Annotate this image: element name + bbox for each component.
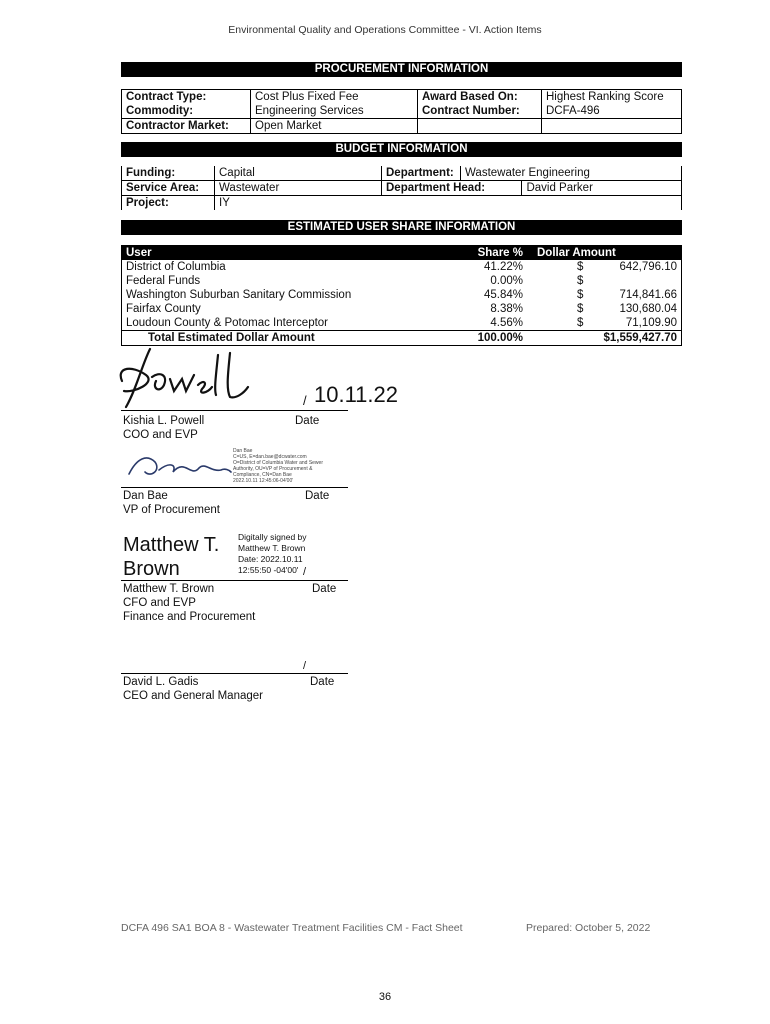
brown-sign-line bbox=[121, 580, 348, 581]
row-share: 45.84% bbox=[483, 289, 523, 301]
col-user: User bbox=[122, 246, 459, 261]
bae-title: VP of Procurement bbox=[123, 504, 220, 516]
powell-date-label: Date bbox=[295, 415, 320, 427]
gadis-slash: / bbox=[303, 660, 307, 672]
table-row bbox=[122, 260, 682, 274]
powell-sign-line bbox=[121, 410, 348, 411]
brown-signature-line-1: Matthew T. bbox=[123, 534, 220, 556]
funding-value: Capital bbox=[215, 166, 382, 181]
bae-stamp-line: Authority, OU=VP of Procurement & bbox=[233, 466, 313, 472]
user-share-table bbox=[121, 245, 682, 346]
share-header-row bbox=[122, 246, 682, 261]
row-dollar: $ bbox=[577, 317, 584, 329]
bae-stamp-line: Compliance, CN=Dan Bae bbox=[233, 472, 292, 478]
brown-date-label: Date bbox=[312, 583, 337, 595]
service-area-label: Service Area: bbox=[122, 181, 215, 196]
contract-number-label: Contract Number: bbox=[418, 104, 542, 119]
commodity-label: Commodity: bbox=[122, 104, 251, 119]
project-label: Project: bbox=[122, 196, 215, 211]
powell-name: Kishia L. Powell bbox=[123, 415, 205, 427]
row-dollar: $ bbox=[577, 303, 584, 315]
table-row bbox=[122, 316, 682, 331]
row-dollar: $ bbox=[577, 289, 584, 301]
row-amount: 642,796.10 bbox=[619, 261, 677, 273]
brown-name: Matthew T. Brown bbox=[123, 583, 215, 595]
row-dollar: $ bbox=[577, 261, 584, 273]
department-head-value: David Parker bbox=[522, 181, 682, 196]
powell-title: COO and EVP bbox=[123, 429, 198, 441]
brown-slash: / bbox=[303, 566, 307, 578]
row-dollar: $ bbox=[577, 275, 584, 287]
col-share: Share % bbox=[459, 246, 531, 261]
contractor-market-value: Open Market bbox=[251, 119, 418, 134]
row-user: Fairfax County bbox=[126, 303, 201, 315]
table-row bbox=[122, 288, 682, 302]
budget-table bbox=[121, 166, 682, 210]
gadis-sign-line bbox=[121, 673, 348, 674]
row-user: Washington Suburban Sanitary Commission bbox=[126, 289, 352, 301]
brown-digital-line: Digitally signed by bbox=[238, 532, 307, 542]
page-header: Environmental Quality and Operations Committee - VI. Action Items bbox=[228, 24, 542, 36]
funding-label: Funding: bbox=[122, 166, 215, 181]
powell-slash: / bbox=[303, 393, 307, 408]
gadis-name: David L. Gadis bbox=[123, 676, 199, 688]
gadis-title: CEO and General Manager bbox=[123, 690, 263, 702]
gadis-date-label: Date bbox=[310, 676, 335, 688]
bae-stamp-line: C=US, E=dan.bae@dcwater.com bbox=[233, 454, 307, 460]
footer-right: Prepared: October 5, 2022 bbox=[526, 922, 651, 934]
total-share: 100.00% bbox=[459, 331, 531, 346]
table-row bbox=[122, 302, 682, 316]
contract-type-value: Cost Plus Fixed Fee bbox=[251, 90, 418, 105]
powell-signature-image bbox=[112, 345, 252, 415]
department-head-label: Department Head: bbox=[382, 181, 522, 196]
brown-digital-line: 12:55:50 -04'00' bbox=[238, 565, 299, 575]
bae-sign-line bbox=[121, 487, 348, 488]
col-amount: Dollar Amount bbox=[531, 246, 682, 261]
brown-digital-line: Date: 2022.10.11 bbox=[238, 554, 303, 564]
department-value: Wastewater Engineering bbox=[461, 166, 682, 181]
award-based-label: Award Based On: bbox=[418, 90, 542, 105]
total-label: Total Estimated Dollar Amount bbox=[122, 331, 459, 346]
row-user: Federal Funds bbox=[126, 275, 201, 287]
brown-digital-signature bbox=[238, 532, 307, 576]
bae-name: Dan Bae bbox=[123, 490, 168, 502]
row-share: 0.00% bbox=[490, 275, 523, 287]
procurement-bar: PROCUREMENT INFORMATION bbox=[121, 62, 682, 77]
footer-left: DCFA 496 SA1 BOA 8 - Wastewater Treatment Facilities CM - Fact Sheet bbox=[121, 922, 463, 934]
row-amount: 71,109.90 bbox=[625, 317, 677, 329]
project-value: IY bbox=[219, 197, 230, 209]
brown-digital-line: Matthew T. Brown bbox=[238, 543, 306, 553]
share-bar: ESTIMATED USER SHARE INFORMATION bbox=[121, 220, 682, 235]
table-row bbox=[122, 274, 682, 288]
row-amount: 714,841.66 bbox=[619, 289, 677, 301]
contract-type-label: Contract Type: bbox=[122, 90, 251, 105]
contract-number-value: DCFA-496 bbox=[546, 105, 600, 117]
brown-signature-line-2: Brown bbox=[123, 558, 180, 580]
bae-digital-stamp bbox=[233, 448, 323, 484]
brown-title-2: Finance and Procurement bbox=[123, 611, 256, 623]
contractor-market-label: Contractor Market: bbox=[122, 119, 251, 134]
row-amount: 130,680.04 bbox=[619, 303, 677, 315]
total-amount: $1,559,427.70 bbox=[603, 332, 677, 344]
department-label: Department: bbox=[382, 166, 461, 181]
brown-signature-name bbox=[123, 533, 219, 581]
bae-stamp-line: 2022.10.11 12:45:06-04'00' bbox=[233, 478, 294, 484]
total-row bbox=[122, 331, 682, 346]
bae-signature-image bbox=[125, 448, 235, 484]
commodity-value: Engineering Services bbox=[251, 104, 418, 119]
bae-stamp-line: O=District of Columbia Water and Sewer bbox=[233, 460, 323, 466]
bae-stamp-line: Dan Bae bbox=[233, 448, 253, 454]
award-based-value: Highest Ranking Score bbox=[546, 91, 664, 103]
budget-bar: BUDGET INFORMATION bbox=[121, 142, 682, 157]
brown-title: CFO and EVP bbox=[123, 597, 196, 609]
procurement-table bbox=[121, 89, 682, 134]
page-number: 36 bbox=[378, 991, 392, 1003]
row-user: District of Columbia bbox=[126, 261, 226, 273]
row-share: 4.56% bbox=[490, 317, 523, 329]
row-share: 41.22% bbox=[483, 261, 523, 273]
row-user: Loudoun County & Potomac Interceptor bbox=[126, 317, 329, 329]
bae-date-label: Date bbox=[305, 490, 330, 502]
row-share: 8.38% bbox=[490, 303, 523, 315]
service-area-value: Wastewater bbox=[215, 181, 382, 196]
powell-written-date: 10.11.22 bbox=[314, 382, 399, 407]
